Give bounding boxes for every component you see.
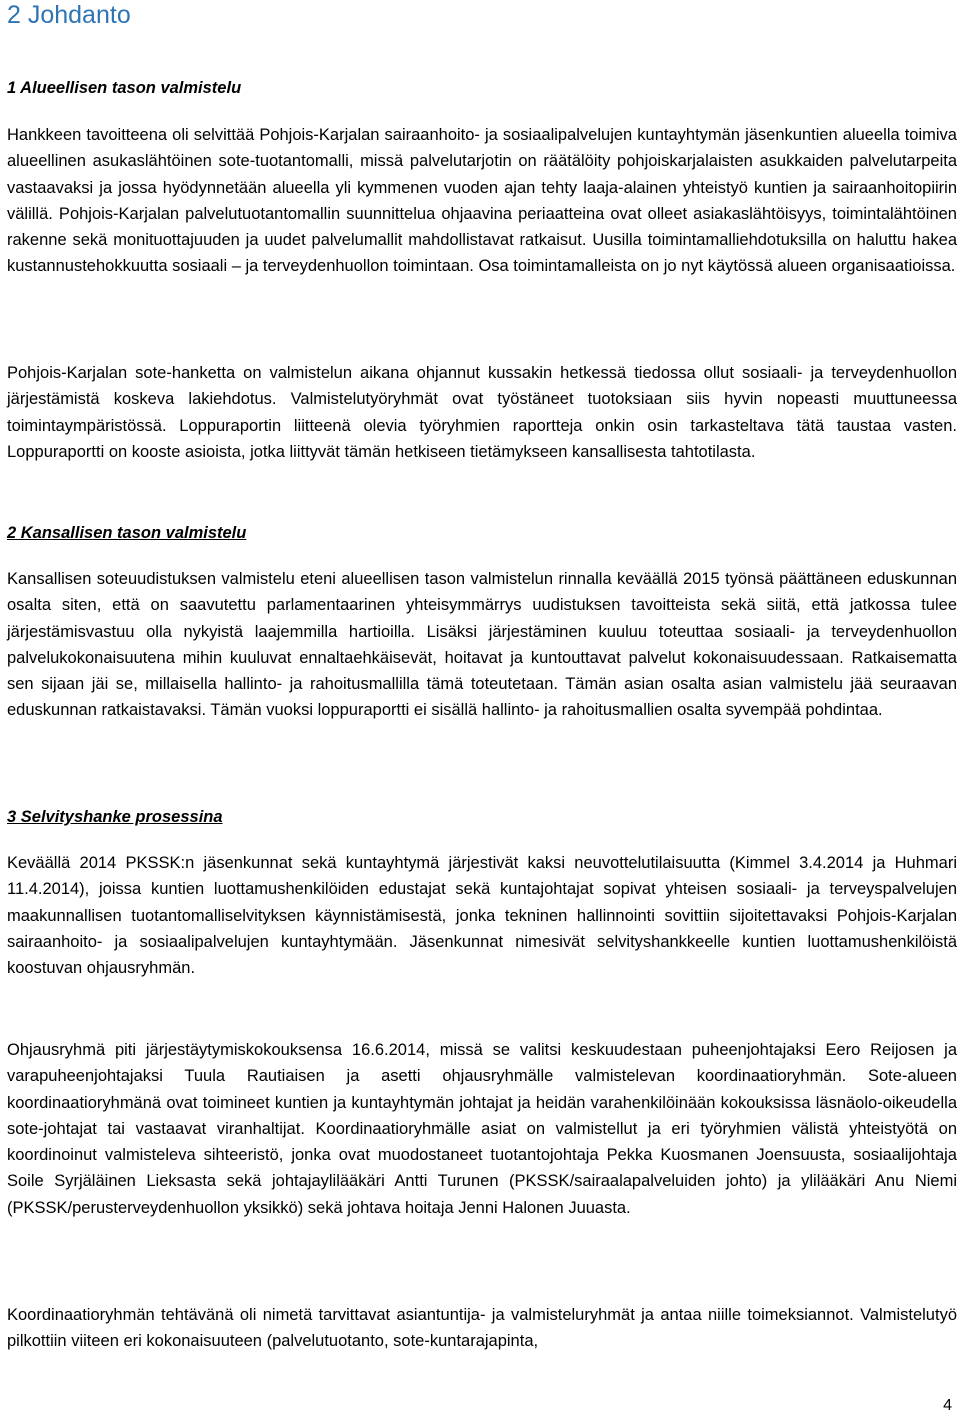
section-heading-2 — [7, 520, 957, 546]
paragraph: Pohjois-Karjalan sote-hanketta on valmistelun aikana ohjannut kussakin hetkessä tiedossa ollut sosiaali- ja terveydenhuollon järjestämistä koskeva lakiehdotus. Valmistelutyöryhmät ovat työstäneet tuotoksiaan siis hyvin nopeasti muuttuneessa toimintaympäristössä. Loppuraportin liitteenä olevia työryhmien raportteja onkin osin tarkasteltava tätä taustaa vasten. Loppuraportti on kooste asioista, jotka liittyvät tämän hetkiseen tietämykseen kansallisesta tahtotilasta. — [7, 364, 957, 461]
section-2-title: 2 Kansallisen tason valmistelu — [7, 524, 247, 542]
paragraph: Hankkeen tavoitteena oli selvittää Pohjois-Karjalan sairaanhoito- ja sosiaalipalvelujen kuntayhtymän jäsenkuntien alueella toimiva alueellinen asukaslähtöinen sote-tuotantomalli, missä palvelutarjotin on räätälöity pohjoiskarjalaisten asukkaiden palvelutarpeita vastaavaksi ja jossa hyödynnetään alueella yli kymmenen vuoden ajan tehty laaja-alainen yhteistyö kuntien ja sairaanhoitopiirin välillä. Pohjois-Karjalan palvelutuotantomallin suunnittelua ohjaavina periaatteina ovat olleet asiakaslähtöisyys, toimintalähtöinen rakenne sekä monituottajuuden ja uudet palvelumallit mahdollistavat ratkaisut. Uusilla toimintamalliehdotuksilla on haluttu hakea kustannustehokkuutta sosiaali – ja terveydenhuollon toimintaan. Osa toimintamalleista on jo nyt käytössä alueen organisaatioissa. — [7, 126, 957, 276]
paragraph: Ohjausryhmä piti järjestäytymiskokouksensa 16.6.2014, missä se valitsi keskuudestaan puheenjohtajaksi Eero Reijosen ja varapuheenjohtajaksi Tuula Rautiaisen ja asetti ohjausryhmälle valmistelevan koordinaatioryhmän. Sote-alueen koordinaatioryhmänä ovat toimineet kuntien ja kuntayhtymän johtajat ja heidän varahenkilöinään kokouksissa läsnäolo-oikeudella sote-johtajat tai vastaavat viranhaltijat. Koordinaatioryhmälle asiat on valmistellut ja eri työryhmien välistä yhteistyötä on koordinoinut valmisteleva sihteeristö, jonka ovat muodostaneet tuotantojohtaja Pekka Kuosmanen Joensuusta, sosiaalijohtaja Soile Syrjäläinen Lieksasta sekä johtajaylilääkäri Antti Turunen (PKSSK/sairaalapalveluiden johto) ja ylilääkäri Anu Niemi (PKSSK/perusterveydenhuollon yksikkö) sekä johtava hoitaja Jenni Halonen Juuasta. — [7, 1041, 957, 1217]
section-3-title: 3 Selvityshanke prosessina — [7, 808, 223, 826]
paragraph: Kansallisen soteuudistuksen valmistelu eteni alueellisen tason valmistelun rinnalla keväällä 2015 työnsä päättäneen eduskunnan osalta siten, että on saavutettu parlamentaarinen yhteisymmärrys uudistuksen tavoitteista sekä siitä, että jatkossa tulee järjestämisvastuu olla nykyistä laajemmilla hartioilla. Lisäksi järjestäminen kuuluu toteuttaa sosiaali- ja terveydenhuollon palvelukokonaisuutena mihin kuuluvat ennaltaehkäisevät, hoitavat ja kuntouttavat palvelut kokonaisuudessaan. Ratkaisematta sen sijaan jäi se, millaisella hallinto- ja rahoitusmallilla tämä toteutetaan. Tämän asian osalta asian valmistelu jää seuraavan eduskunnan ratkaistavaksi. Tämän vuoksi loppuraportti ei sisällä hallinto- ja rahoitusmallien osalta syvempää pohdintaa. — [7, 570, 957, 720]
paragraph: Koordinaatioryhmän tehtävänä oli nimetä tarvittavat asiantuntija- ja valmisteluryhmät ja antaa niille toimeksiannot. Valmistelutyö pilkottiin viiteen eri kokonaisuuteen (palvelutuotanto, sote-kuntarajapinta, — [7, 1306, 957, 1351]
section-1-title: 1 Alueellisen tason valmistelu — [7, 79, 242, 97]
page-number: 4 — [943, 1397, 952, 1414]
paragraph: Keväällä 2014 PKSSK:n jäsenkunnat sekä kuntayhtymä järjestivät kaksi neuvottelutilaisuutta (Kimmel 3.4.2014 ja Huhmari 11.4.2014), joissa kuntien luottamushenkilöiden edustajat sekä kuntajohtajat sopivat yhteisen sosiaali- ja terveyspalvelujen maakunnallisen tuotantomalliselvityksen käynnistämisestä, jonka tekninen hallinnointi sovittiin sijoitettavaksi Pohjois-Karjalan sairaanhoito- ja sosiaalipalvelujen kuntayhtymään. Jäsenkunnat nimesivät selvityshankkeelle kuntien luottamushenkilöistä koostuvan ohjausryhmän. — [7, 854, 957, 978]
section-heading-3 — [7, 804, 957, 830]
chapter-title: 2 Johdanto — [7, 1, 131, 29]
section-heading-1 — [7, 75, 957, 101]
